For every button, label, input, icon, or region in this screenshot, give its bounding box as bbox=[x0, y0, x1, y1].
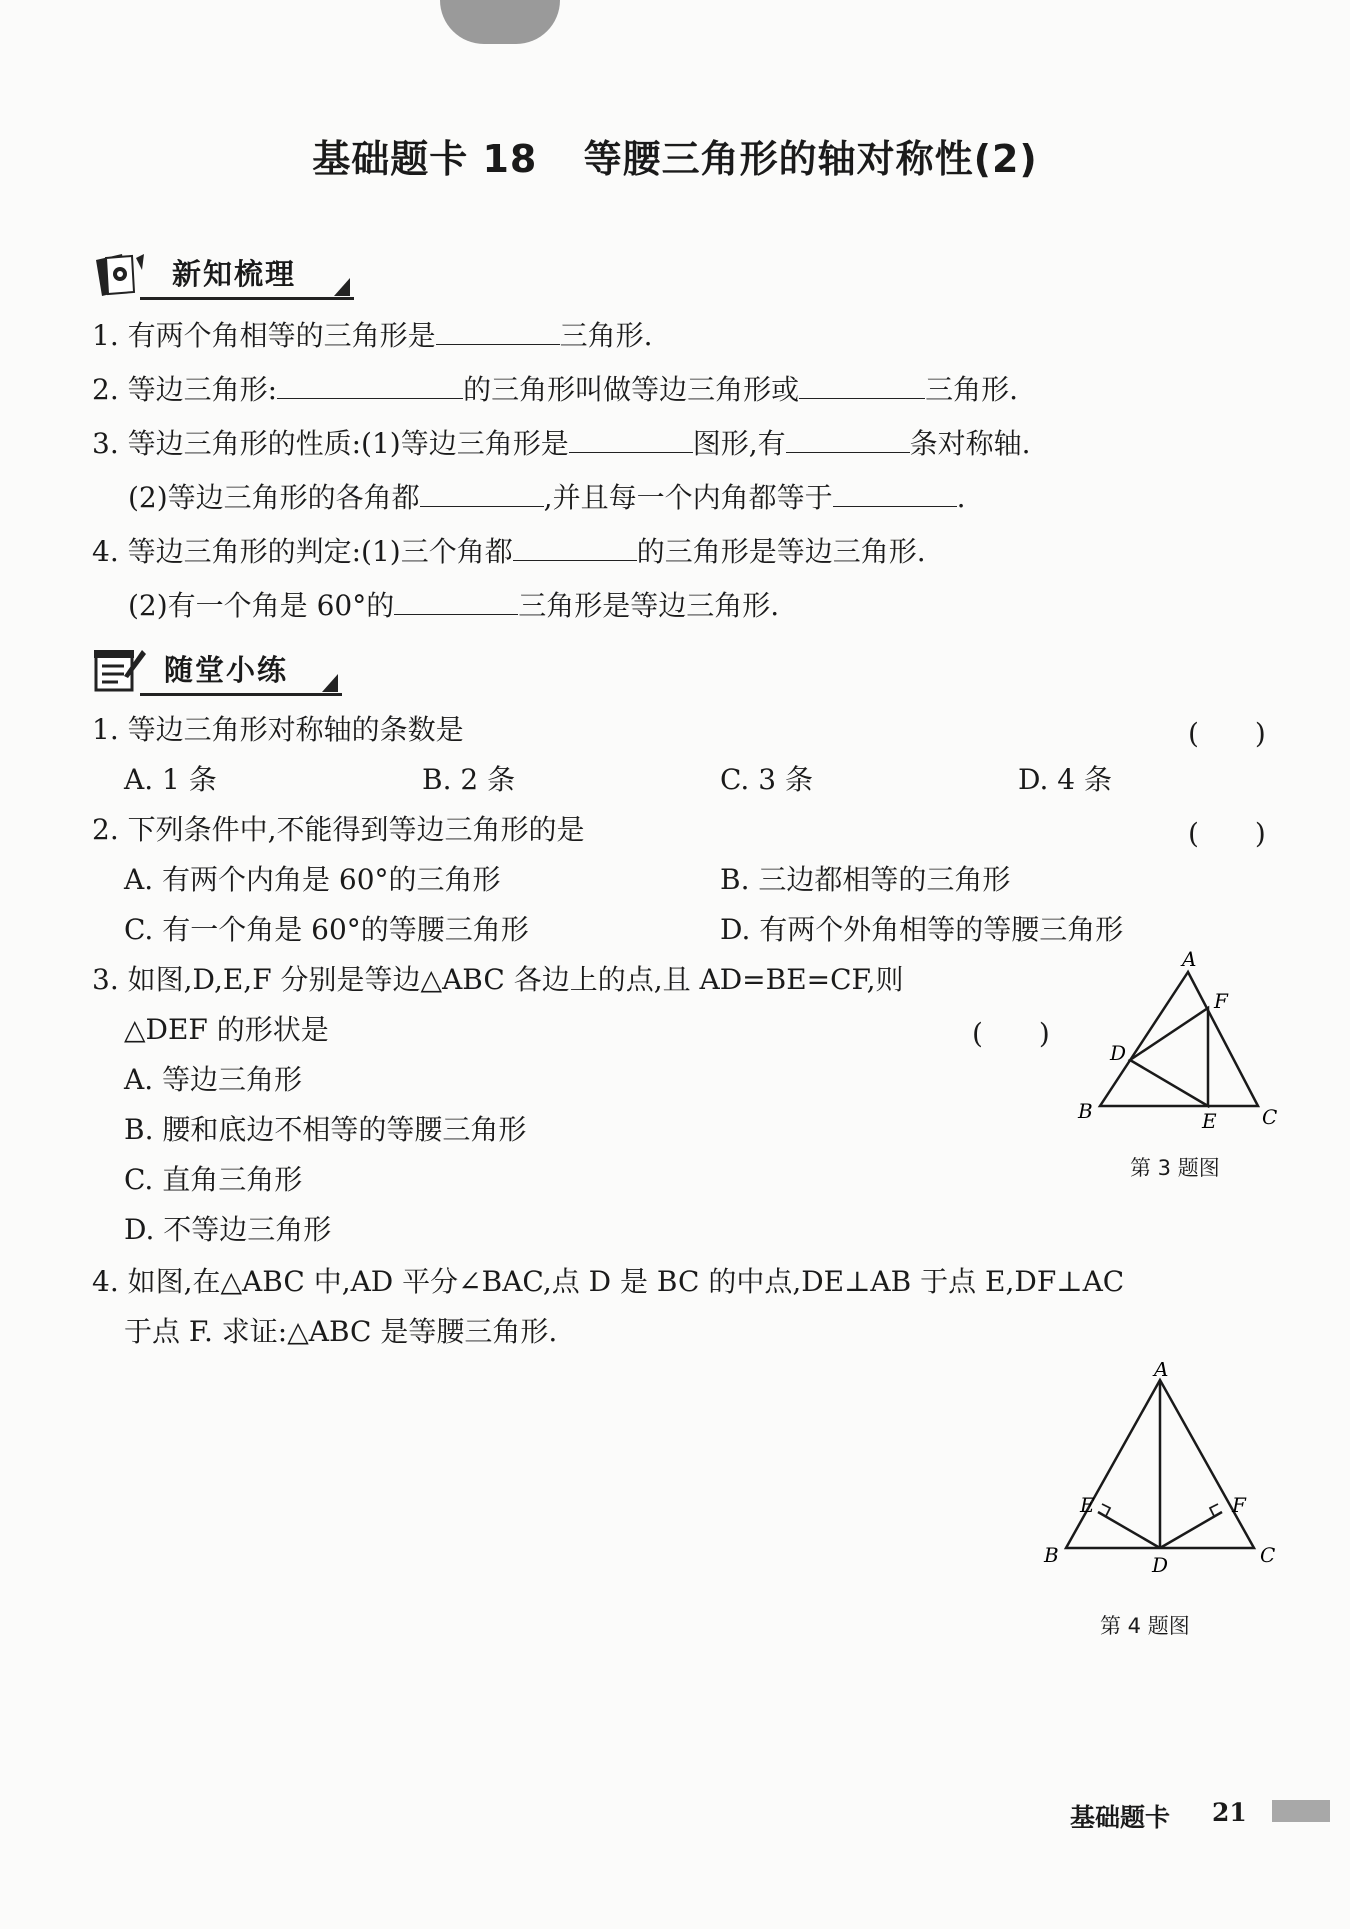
practice-q2-stem: 2. 下列条件中,不能得到等边三角形的是 bbox=[92, 813, 585, 846]
answer-blank[interactable] bbox=[569, 426, 693, 453]
knowledge-q4b bbox=[128, 588, 779, 624]
label-a: A bbox=[1182, 948, 1197, 971]
section-label-practice: 随堂小练 bbox=[164, 653, 289, 687]
option-d[interactable]: D. 有两个外角相等的等腰三角形 bbox=[720, 913, 1124, 946]
answer-blank[interactable] bbox=[394, 588, 518, 615]
answer-blank[interactable] bbox=[833, 480, 957, 507]
label-b: B bbox=[1044, 1543, 1059, 1567]
section-rule bbox=[140, 297, 354, 300]
option-b[interactable]: B. 腰和底边不相等的等腰三角形 bbox=[124, 1113, 527, 1146]
option-b[interactable]: B. 2 条 bbox=[422, 763, 516, 796]
answer-paren[interactable]: ( ) bbox=[972, 1017, 1050, 1050]
knowledge-q2 bbox=[92, 372, 1018, 408]
label-c: C bbox=[1260, 1543, 1276, 1567]
text: 三角形. bbox=[559, 319, 653, 352]
notepad-pen-icon bbox=[92, 646, 148, 694]
label-f: F bbox=[1214, 989, 1228, 1013]
option-b[interactable]: B. 三边都相等的三角形 bbox=[720, 863, 1011, 896]
answer-paren[interactable]: ( ) bbox=[1188, 817, 1266, 850]
practice-q4-stem-cont: 于点 F. 求证:△ABC 是等腰三角形. bbox=[124, 1315, 558, 1348]
label-a: A bbox=[1154, 1362, 1169, 1381]
page-number: 21 bbox=[1212, 1798, 1247, 1827]
label-b: B bbox=[1078, 1099, 1093, 1123]
knowledge-q4a bbox=[92, 534, 926, 570]
triangle-marker-icon bbox=[322, 674, 338, 692]
knowledge-q1 bbox=[92, 318, 653, 354]
answer-blank[interactable] bbox=[799, 372, 925, 399]
text: 2. 等边三角形: bbox=[92, 373, 278, 406]
page-title bbox=[0, 128, 1350, 183]
answer-blank[interactable] bbox=[513, 534, 637, 561]
text: 的三角形是等边三角形. bbox=[636, 535, 926, 568]
text: 三角形. bbox=[925, 373, 1018, 406]
answer-blank[interactable] bbox=[420, 480, 544, 507]
figure-3-caption: 第 3 题图 bbox=[1130, 1156, 1220, 1180]
answer-blank[interactable] bbox=[786, 426, 910, 453]
option-a[interactable]: A. 有两个内角是 60°的三角形 bbox=[124, 863, 501, 896]
footer-bar-decoration bbox=[1272, 1800, 1330, 1822]
footer-label: 基础题卡 bbox=[1070, 1803, 1171, 1832]
answer-blank[interactable] bbox=[436, 318, 560, 345]
section-rule bbox=[140, 693, 342, 696]
knowledge-q3b bbox=[128, 480, 965, 516]
answer-blank[interactable] bbox=[277, 372, 463, 399]
section-header-knowledge bbox=[92, 246, 354, 304]
section-label-knowledge: 新知梳理 bbox=[172, 257, 297, 291]
practice-q4-stem: 4. 如图,在△ABC 中,AD 平分∠BAC,点 D 是 BC 的中点,DE⊥AB 于点 E,DF⊥AC bbox=[92, 1265, 1125, 1298]
knowledge-q3a bbox=[92, 426, 1031, 462]
text: 图形,有 bbox=[692, 427, 786, 460]
text: 1. 有两个角相等的三角形是 bbox=[92, 319, 436, 352]
top-tab-decoration bbox=[440, 0, 560, 44]
label-c: C bbox=[1262, 1105, 1278, 1129]
text: (2)有一个角是 60°的 bbox=[128, 589, 395, 622]
notebook-icon bbox=[92, 250, 148, 298]
text: 的三角形叫做等边三角形或 bbox=[463, 373, 800, 406]
label-e: E bbox=[1080, 1493, 1095, 1517]
title-card-number: 基础题卡 18 bbox=[312, 137, 538, 181]
practice-q1-stem: 1. 等边三角形对称轴的条数是 bbox=[92, 713, 464, 746]
text: 条对称轴. bbox=[909, 427, 1031, 460]
figure-4-triangle bbox=[1036, 1362, 1286, 1582]
label-e: E bbox=[1202, 1109, 1217, 1133]
option-a[interactable]: A. 等边三角形 bbox=[124, 1063, 303, 1096]
section-header-practice bbox=[92, 642, 342, 700]
option-c[interactable]: C. 直角三角形 bbox=[124, 1163, 303, 1196]
text: 3. 等边三角形的性质:(1)等边三角形是 bbox=[92, 427, 569, 460]
practice-q3-stem: 3. 如图,D,E,F 分别是等边△ABC 各边上的点,且 AD=BE=CF,则 bbox=[92, 963, 904, 996]
text: . bbox=[956, 481, 966, 514]
practice-q3-stem-cont: △DEF 的形状是 bbox=[124, 1013, 329, 1046]
label-d: D bbox=[1110, 1041, 1127, 1065]
text: 三角形是等边三角形. bbox=[518, 589, 780, 622]
text: (2)等边三角形的各角都 bbox=[128, 481, 420, 514]
triangle-def bbox=[1130, 1008, 1208, 1106]
option-d[interactable]: D. 不等边三角形 bbox=[124, 1213, 332, 1246]
title-topic: 等腰三角形的轴对称性(2) bbox=[583, 137, 1038, 181]
figure-3-triangle bbox=[1070, 948, 1300, 1148]
label-d: D bbox=[1152, 1553, 1169, 1577]
segment-de bbox=[1098, 1512, 1160, 1548]
figure-4-caption: 第 4 题图 bbox=[1100, 1614, 1190, 1638]
option-c[interactable]: C. 有一个角是 60°的等腰三角形 bbox=[124, 913, 529, 946]
text: ,并且每一个内角都等于 bbox=[543, 481, 833, 514]
triangle-marker-icon bbox=[334, 278, 350, 296]
answer-paren[interactable]: ( ) bbox=[1188, 717, 1266, 750]
option-a[interactable]: A. 1 条 bbox=[124, 763, 217, 796]
option-c[interactable]: C. 3 条 bbox=[720, 763, 813, 796]
label-f: F bbox=[1232, 1493, 1246, 1517]
triangle-abc bbox=[1100, 972, 1258, 1106]
segment-df bbox=[1160, 1512, 1222, 1548]
option-d[interactable]: D. 4 条 bbox=[1018, 763, 1112, 796]
text: 4. 等边三角形的判定:(1)三个角都 bbox=[92, 535, 513, 568]
